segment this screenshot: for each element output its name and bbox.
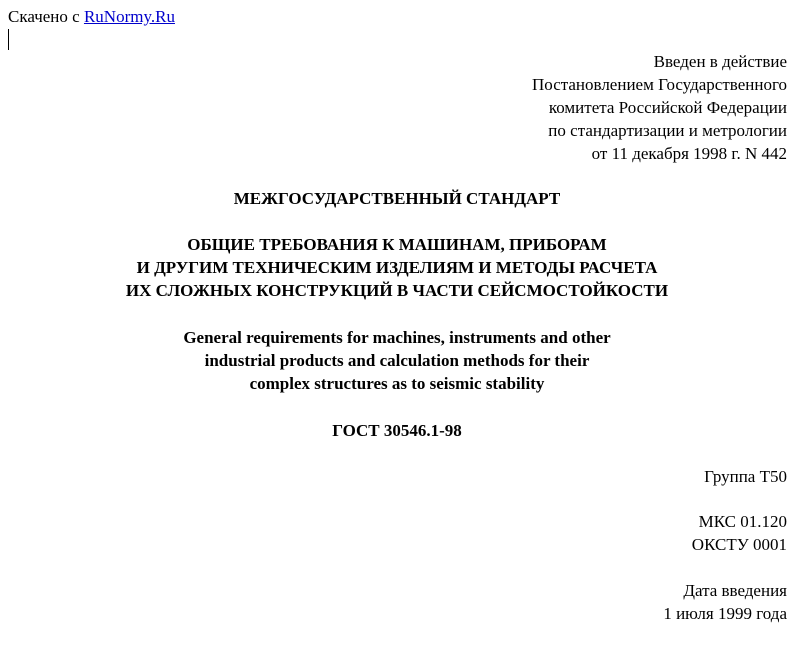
okstu-code: ОКСТУ 0001 [691,535,787,554]
title-english [0,326,794,395]
title-ru-line: ИХ СЛОЖНЫХ КОНСТРУКЦИЙ В ЧАСТИ СЕЙСМОСТОЙКОСТИ [125,281,669,300]
title-ru-line: ОБЩИЕ ТРЕБОВАНИЯ К МАШИНАМ, ПРИБОРАМ [187,235,607,254]
adoption-line: по стандартизации и метрологии [548,121,787,140]
standard-type-text: МЕЖГОСУДАРСТВЕННЫЙ СТАНДАРТ [233,189,561,208]
adoption-line: от 11 декабря 1998 г. N 442 [591,144,787,163]
standard-type-heading [0,187,794,210]
source-prefix: Скачено с [8,7,80,26]
intro-date-value: 1 июля 1999 года [663,604,787,623]
title-ru-line: И ДРУГИМ ТЕХНИЧЕСКИМ ИЗДЕЛИЯМ И МЕТОДЫ РАСЧЕТА [136,258,658,277]
title-en-line: General requirements for machines, instruments and other [183,328,611,347]
gost-code-text: ГОСТ 30546.1-98 [332,421,462,440]
group-block [704,465,787,488]
intro-date-label: Дата введения [683,581,787,600]
adoption-line: комитета Российской Федерации [548,98,787,117]
intro-date-block [663,579,787,625]
mks-code: МКС 01.120 [698,512,787,531]
group-text: Группа Т50 [704,467,787,486]
adoption-block [532,50,787,165]
text-cursor [8,29,9,50]
source-link[interactable]: RuNormy.Ru [83,7,175,26]
title-en-line: complex structures as to seismic stability [249,374,545,393]
title-russian [0,233,794,302]
gost-code [0,419,794,442]
adoption-line: Постановлением Государственного [532,75,787,94]
source-line [8,5,175,28]
classifiers-block [692,510,787,556]
adoption-line: Введен в действие [653,52,787,71]
title-en-line: industrial products and calculation methods for their [204,351,590,370]
